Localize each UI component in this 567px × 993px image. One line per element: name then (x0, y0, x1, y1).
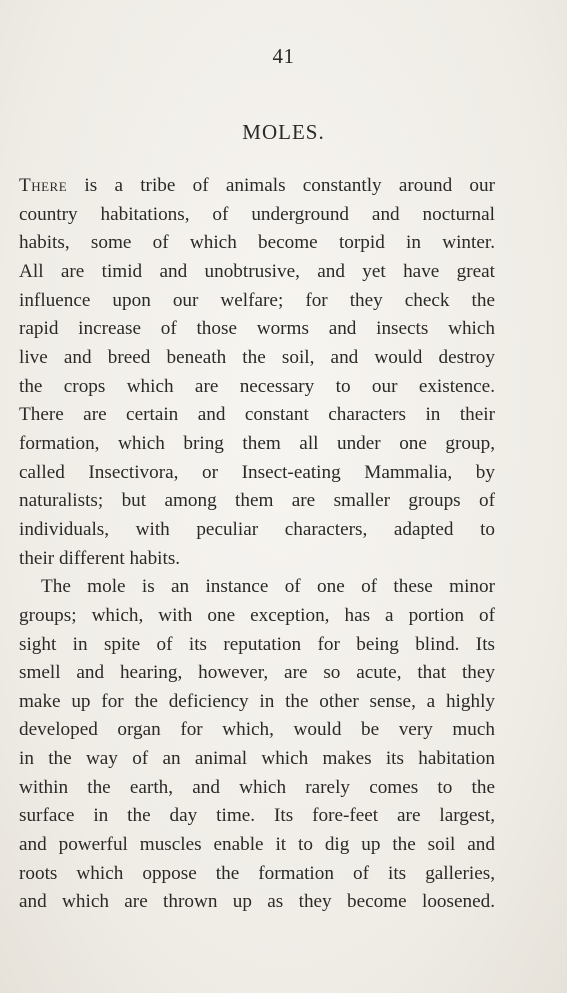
text-line: sight in spite of its reputation for being blind. Its (19, 633, 495, 655)
text-line: live and breed beneath the soil, and would destroy (19, 346, 495, 368)
page-number: 41 (272, 44, 295, 68)
text-line: roots which oppose the formation of its galleries, (19, 862, 495, 884)
text-line: and which are thrown up as they become loosened. (19, 891, 495, 913)
text-line: in the way of an animal which makes its habitation (19, 748, 495, 770)
text-line: All are timid and unobtrusive, and yet have great (19, 260, 495, 282)
text-line: influence upon our welfare; for they check the (19, 289, 495, 311)
text-line: their different habits. (19, 547, 181, 569)
lead-word: There (19, 175, 68, 196)
paragraph-2 (19, 573, 495, 917)
text-line: smell and hearing, however, are so acute, that they (19, 662, 495, 684)
text-line: make up for the deficiency in the other sense, a highly (19, 690, 495, 712)
text-line: surface in the day time. Its fore-feet are largest, (19, 805, 495, 827)
text-line: formation, which bring them all under one group, (19, 432, 495, 454)
text-line: rapid increase of those worms and insects which (19, 318, 495, 340)
text-line: There is a tribe of animals constantly around our (19, 175, 495, 196)
text-line: and powerful muscles enable it to dig up the soil and (19, 834, 495, 856)
text-line: There are certain and constant characters in their (19, 404, 495, 426)
paragraph-1 (19, 172, 495, 573)
text-line: country habitations, of underground and nocturnal (19, 203, 495, 225)
text-line: individuals, with peculiar characters, adapted to (19, 518, 495, 540)
text-line: called Insectivora, or Insect-eating Mammalia, by (19, 461, 495, 483)
text-line: naturalists; but among them are smaller groups of (19, 490, 495, 512)
body-text (19, 172, 495, 917)
text-line: The mole is an instance of one of these minor (41, 576, 495, 598)
text-line: developed organ for which, would be very much (19, 719, 495, 741)
text-line: habits, some of which become torpid in winter. (19, 232, 495, 254)
text-line: groups; which, with one exception, has a portion of (19, 604, 495, 626)
text-line: within the earth, and which rarely comes to the (19, 776, 495, 798)
chapter-title: MOLES. (242, 120, 325, 144)
text-line: the crops which are necessary to our existence. (19, 375, 495, 397)
